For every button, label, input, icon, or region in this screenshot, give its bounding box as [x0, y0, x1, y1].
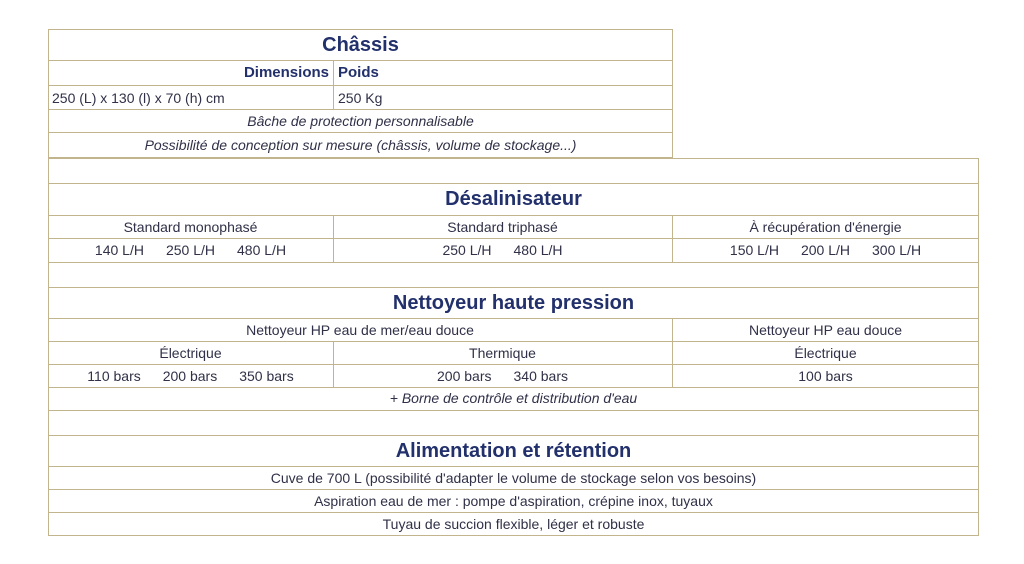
chassis-col-poids: Poids: [338, 64, 379, 81]
value: 200 bars: [162, 368, 218, 384]
desal-col-recuperation: À récupération d'énergie: [749, 219, 902, 235]
chassis-note-2: Possibilité de conception sur mesure (châssis, volume de stockage...): [144, 137, 577, 153]
chassis-dimensions-value: 250 (L) x 130 (l) x 70 (h) cm: [52, 90, 225, 106]
nettoyeur-values-electrique-2: [672, 367, 979, 385]
nettoyeur-note: + Borne de contrôle et distribution d'eau: [389, 390, 638, 406]
value: 480 L/H: [237, 242, 287, 258]
desalinisateur-title: Désalinisateur: [445, 188, 582, 210]
nettoyeur-title: Nettoyeur haute pression: [392, 292, 635, 314]
value: 100 bars: [798, 368, 853, 384]
desal-col-triphase: Standard triphasé: [447, 219, 558, 235]
nettoyeur-group-left: Nettoyeur HP eau de mer/eau douce: [246, 322, 474, 338]
nettoyeur-col-electrique-2: Électrique: [794, 345, 857, 361]
value: 110 bars: [87, 368, 141, 384]
value: 350 bars: [239, 368, 294, 384]
value: 200 L/H: [800, 242, 851, 258]
alimentation-row-1: Cuve de 700 L (possibilité d'adapter le volume de stockage selon vos besoins): [270, 470, 757, 486]
value: 250 L/H: [165, 242, 216, 258]
value: 150 L/H: [729, 242, 779, 258]
desal-values-triphase: [333, 241, 672, 259]
desal-values-recuperation: [672, 241, 979, 259]
nettoyeur-values-thermique: [333, 367, 672, 385]
nettoyeur-col-thermique: Thermique: [469, 345, 536, 361]
chassis-col-dimensions: Dimensions: [243, 64, 329, 81]
value: 480 L/H: [513, 242, 563, 258]
value: 340 bars: [513, 368, 568, 384]
desal-values-monophase: [48, 241, 333, 259]
chassis-title: Châssis: [322, 34, 399, 56]
chassis-note-1: Bâche de protection personnalisable: [247, 113, 474, 129]
value: 140 L/H: [94, 242, 144, 258]
alimentation-title: Alimentation et rétention: [395, 440, 632, 462]
chassis-poids-value: 250 Kg: [338, 90, 383, 106]
nettoyeur-col-electrique-1: Électrique: [159, 345, 222, 361]
nettoyeur-values-electrique-1: [48, 367, 333, 385]
value: 300 L/H: [872, 242, 922, 258]
desal-col-monophase: Standard monophasé: [123, 219, 258, 235]
alimentation-row-2: Aspiration eau de mer : pompe d'aspiration, crépine inox, tuyaux: [314, 493, 713, 509]
alimentation-row-3: Tuyau de succion flexible, léger et robuste: [382, 516, 645, 532]
value: 250 L/H: [442, 242, 492, 258]
value: 200 bars: [437, 368, 492, 384]
nettoyeur-group-right: Nettoyeur HP eau douce: [748, 322, 903, 338]
